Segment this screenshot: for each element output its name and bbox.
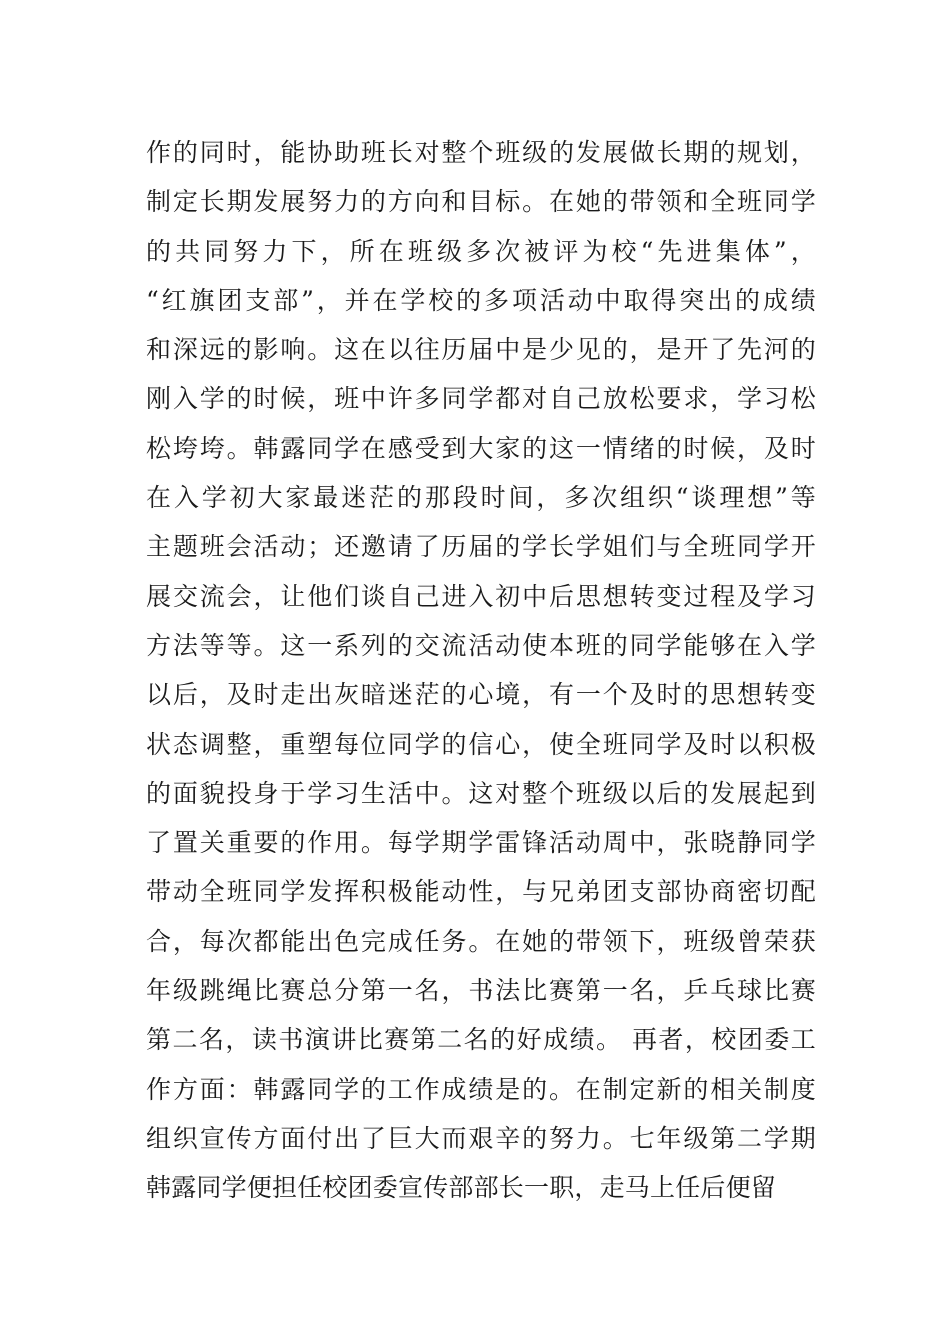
text-line-5: 和深远的影响。这在以往历届中是少见的，是开了先河的 bbox=[146, 335, 816, 365]
body-text bbox=[146, 128, 816, 1213]
text-line-8: 在入学初大家最迷茫的那段时间，多次组织“谈理想”等 bbox=[146, 483, 816, 513]
text-line-9: 主题班会活动；还邀请了历届的学长学姐们与全班同学开 bbox=[146, 532, 816, 562]
text-line-16: 带动全班同学发挥积极能动性，与兄弟团支部协商密切配 bbox=[146, 877, 816, 907]
text-line-10: 展交流会，让他们谈自己进入初中后思想转变过程及学习 bbox=[146, 581, 816, 611]
text-line-20: 作方面：韩露同学的工作成绩是的。在制定新的相关制度 bbox=[146, 1074, 816, 1104]
text-line-21: 组织宣传方面付出了巨大而艰辛的努力。七年级第二学期 bbox=[146, 1123, 816, 1153]
text-line-12: 以后，及时走出灰暗迷茫的心境，有一个及时的思想转变 bbox=[146, 680, 816, 710]
text-line-19: 第二名，读书演讲比赛第二名的好成绩。 再者，校团委工 bbox=[146, 1025, 816, 1055]
text-line-14: 的面貌投身于学习生活中。这对整个班级以后的发展起到 bbox=[146, 778, 816, 808]
text-line-1: 作的同时，能协助班长对整个班级的发展做长期的规划， bbox=[146, 138, 816, 167]
text-line-13: 状态调整，重塑每位同学的信心，使全班同学及时以积极 bbox=[146, 729, 816, 759]
text-line-2: 制定长期发展努力的方向和目标。在她的带领和全班同学 bbox=[146, 187, 816, 217]
text-line-22: 韩露同学便担任校团委宣传部部长一职，走马上任后便留 bbox=[146, 1173, 777, 1203]
text-line-7: 松垮垮。韩露同学在感受到大家的这一情绪的时候，及时 bbox=[146, 433, 816, 463]
text-line-3: 的共同努力下，所在班级多次被评为校“先进集体”， bbox=[146, 236, 816, 266]
text-line-6: 刚入学的时候，班中许多同学都对自己放松要求，学习松 bbox=[146, 384, 816, 414]
text-line-11: 方法等等。这一系列的交流活动使本班的同学能够在入学 bbox=[146, 630, 816, 660]
text-line-17: 合，每次都能出色完成任务。在她的带领下，班级曾荣获 bbox=[146, 926, 816, 956]
text-line-18: 年级跳绳比赛总分第一名，书法比赛第一名，乒乓球比赛 bbox=[146, 976, 816, 1006]
text-line-4: “红旗团支部”，并在学校的多项活动中取得突出的成绩 bbox=[146, 285, 816, 315]
text-line-15: 了置关重要的作用。每学期学雷锋活动周中，张晓静同学 bbox=[146, 828, 816, 858]
